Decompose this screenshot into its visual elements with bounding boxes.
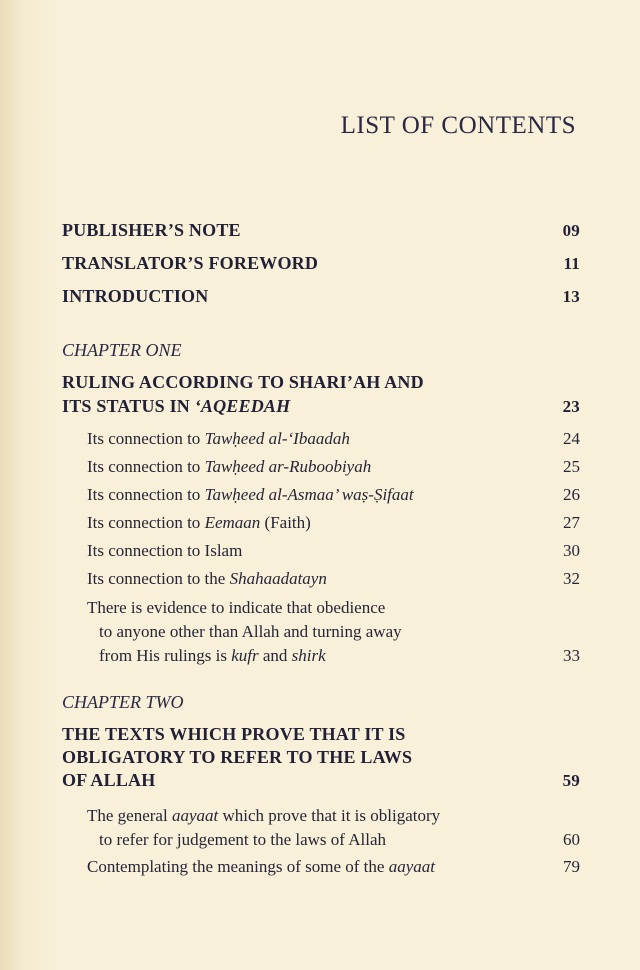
toc-page-number: 26	[563, 485, 580, 504]
toc-entry-introduction[interactable]	[62, 286, 580, 307]
toc-entry-label: PUBLISHER’S NOTE	[62, 220, 241, 240]
chapter-title-line: OF ALLAH	[62, 770, 156, 790]
toc-entry-label: INTRODUCTION	[62, 286, 209, 306]
toc-page-number: 32	[563, 569, 580, 588]
chapter-two-title[interactable]	[62, 724, 580, 791]
toc-page-number: 25	[563, 457, 580, 476]
toc-page-number: 11	[563, 254, 580, 273]
toc-entry-label: Its connection to Eemaan (Faith)	[87, 513, 311, 532]
page-title: LIST OF CONTENTS	[340, 112, 576, 139]
toc-page-number: 27	[563, 513, 580, 532]
chapter-one-title[interactable]	[62, 372, 580, 417]
toc-entry-line: from His rulings is kufr and shirk	[99, 646, 326, 665]
toc-entry-label: Its connection to Tawḥeed al-Asmaa’ waṣ-Ṣifaat	[87, 485, 414, 504]
toc-subentry-general-aayaat[interactable]	[87, 804, 580, 852]
chapter-title-line: THE TEXTS WHICH PROVE THAT IT IS	[62, 724, 406, 744]
toc-page-number: 79	[563, 857, 580, 876]
toc-entry-label: Its connection to the Shahaadatayn	[87, 569, 327, 588]
toc-subentry[interactable]	[87, 429, 580, 449]
toc-subentry[interactable]	[87, 541, 580, 561]
toc-entry-publishers-note[interactable]	[62, 220, 580, 241]
toc-page-number: 24	[563, 429, 580, 448]
toc-entry-line: The general aayaat which prove that it is obligatory	[87, 806, 441, 825]
toc-page-number: 09	[562, 221, 580, 240]
toc-entry-line: There is evidence to indicate that obedience	[87, 598, 386, 617]
toc-entry-label: Its connection to Islam	[87, 541, 243, 560]
toc-page-number: 33	[563, 646, 580, 665]
toc-entry-label: TRANSLATOR’S FOREWORD	[62, 253, 319, 273]
toc-page-number: 23	[562, 397, 580, 416]
toc-entry-label: Its connection to Tawḥeed ar-Ruboobiyah	[87, 457, 372, 476]
toc-subentry[interactable]	[87, 569, 580, 589]
toc-subentry-contemplating[interactable]	[87, 857, 580, 877]
toc-entry-line: to anyone other than Allah and turning away	[99, 622, 402, 641]
toc-subentry[interactable]	[87, 513, 580, 533]
toc-subentry[interactable]	[87, 457, 580, 477]
chapter-two-heading: CHAPTER TWO	[62, 692, 184, 712]
toc-entry-label: Its connection to Tawḥeed al-‘Ibaadah	[87, 429, 350, 448]
toc-subentry-evidence[interactable]	[87, 596, 580, 668]
chapter-title-line: RULING ACCORDING TO SHARI’AH AND	[62, 372, 424, 392]
toc-page-number: 59	[562, 771, 580, 790]
toc-page-number: 13	[562, 287, 580, 306]
chapter-title-line: ITS STATUS IN ‘AQEEDAH	[62, 396, 291, 416]
chapter-title-line: OBLIGATORY TO REFER TO THE LAWS	[62, 747, 413, 767]
toc-entry-line: to refer for judgement to the laws of Allah	[99, 830, 387, 849]
toc-subentry[interactable]	[87, 485, 580, 505]
toc-entry-translators-foreword[interactable]	[62, 253, 580, 274]
toc-entry-label: Contemplating the meanings of some of the aayaat	[87, 857, 435, 876]
chapter-one-heading: CHAPTER ONE	[62, 340, 182, 360]
toc-page-number: 60	[563, 830, 580, 849]
toc-page-number: 30	[563, 541, 580, 560]
